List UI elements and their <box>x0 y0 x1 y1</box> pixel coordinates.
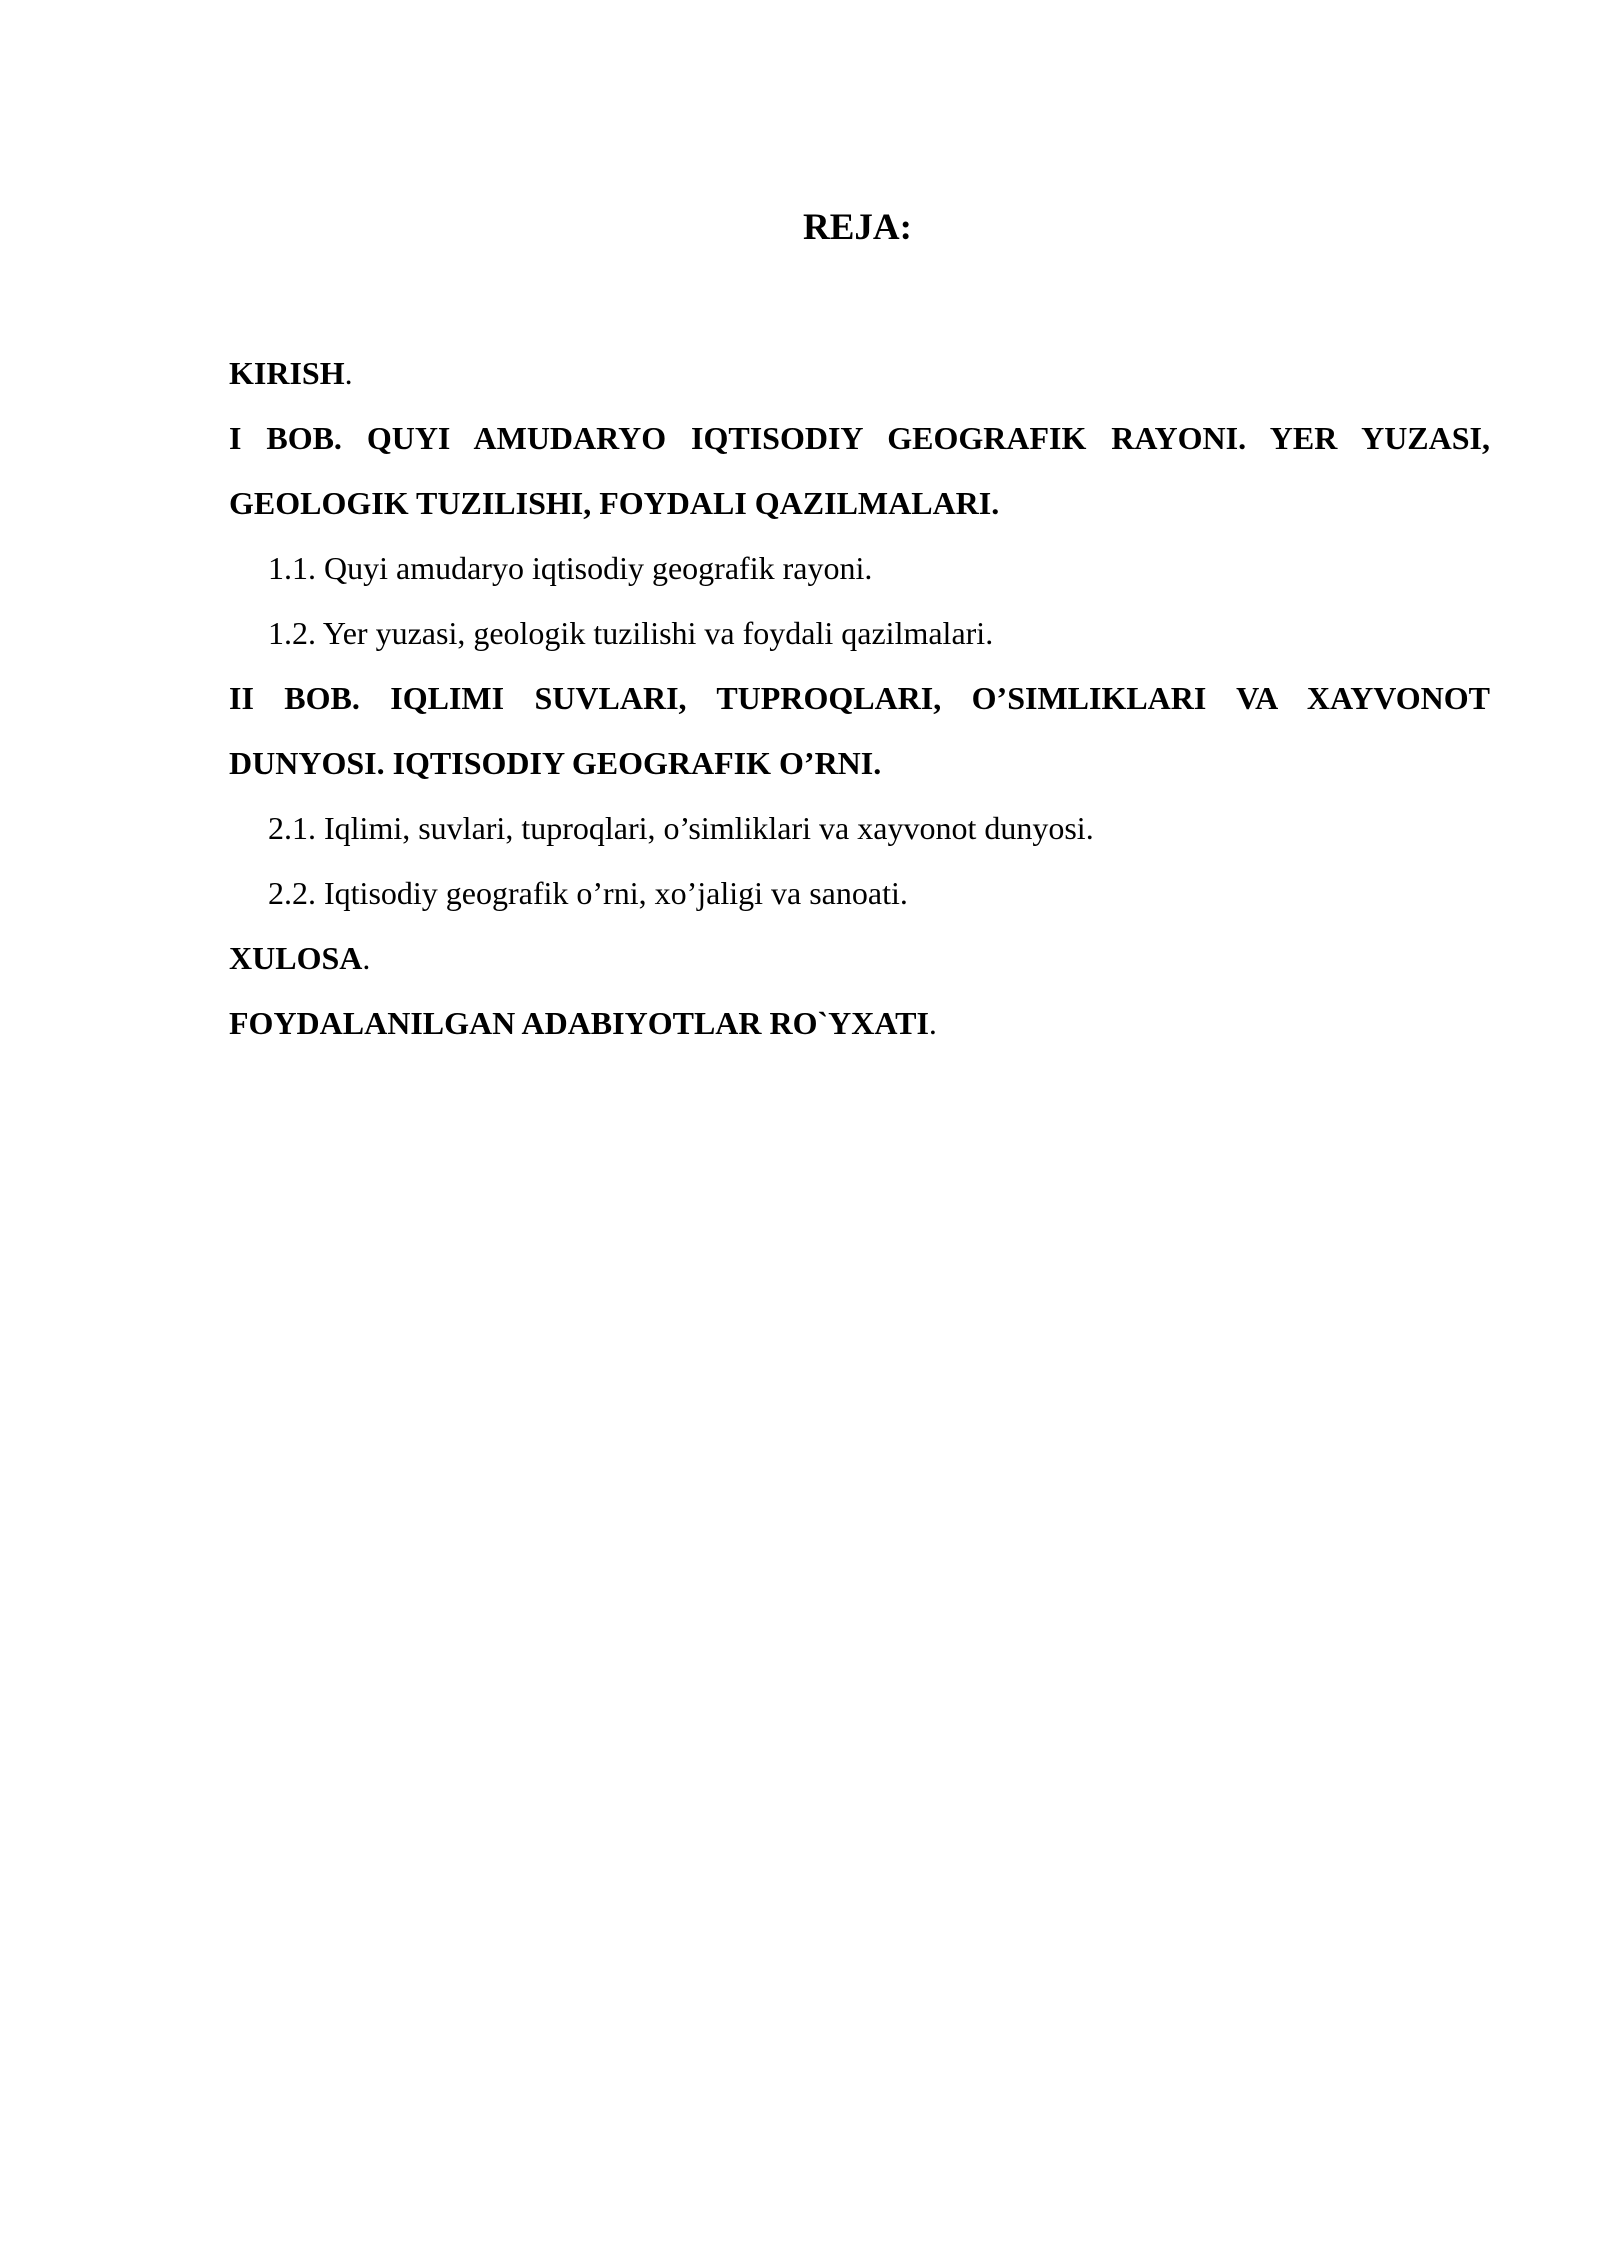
toc-entry-chapter-1: I BOB. QUYI AMUDARYO IQTISODIY GEOGRAFIK RAYONI. YER YUZASI, GEOLOGIK TUZILISHI, FOYDALI QAZILMALARI. <box>229 420 1490 521</box>
toc-entry-conclusion <box>229 926 1490 991</box>
toc-entry-label: FOYDALANILGAN ADABIYOTLAR RO`YXATI <box>229 1005 929 1041</box>
toc-entry-intro <box>229 341 1490 406</box>
toc-entry-chapter-2: II BOB. IQLIMI SUVLARI, TUPROQLARI, O’SIMLIKLARI VA XAYVONOT DUNYOSI. IQTISODIY GEOGRAFIK O’RNI. <box>229 680 1490 781</box>
toc-entry-suffix: . <box>344 355 353 391</box>
toc-entry-suffix: . <box>928 1005 937 1041</box>
toc-entry-label: KIRISH <box>229 355 345 391</box>
toc-entry-section-2-2: 2.2. Iqtisodiy geografik o’rni, xo’jaligi va sanoati. <box>268 875 908 911</box>
page-title: REJA: <box>803 207 912 248</box>
toc-entry-section-2-1: 2.1. Iqlimi, suvlari, tuproqlari, o’simliklari va xayvonot dunyosi. <box>268 810 1094 846</box>
toc-entry-references <box>229 991 1490 1056</box>
toc-entry-section-1-1: 1.1. Quyi amudaryo iqtisodiy geografik rayoni. <box>268 550 873 586</box>
table-of-contents <box>229 341 1490 1056</box>
toc-entry-section-1-2: 1.2. Yer yuzasi, geologik tuzilishi va foydali qazilmalari. <box>268 615 994 651</box>
toc-entry-suffix: . <box>362 940 371 976</box>
toc-entry-label: XULOSA <box>229 940 363 976</box>
